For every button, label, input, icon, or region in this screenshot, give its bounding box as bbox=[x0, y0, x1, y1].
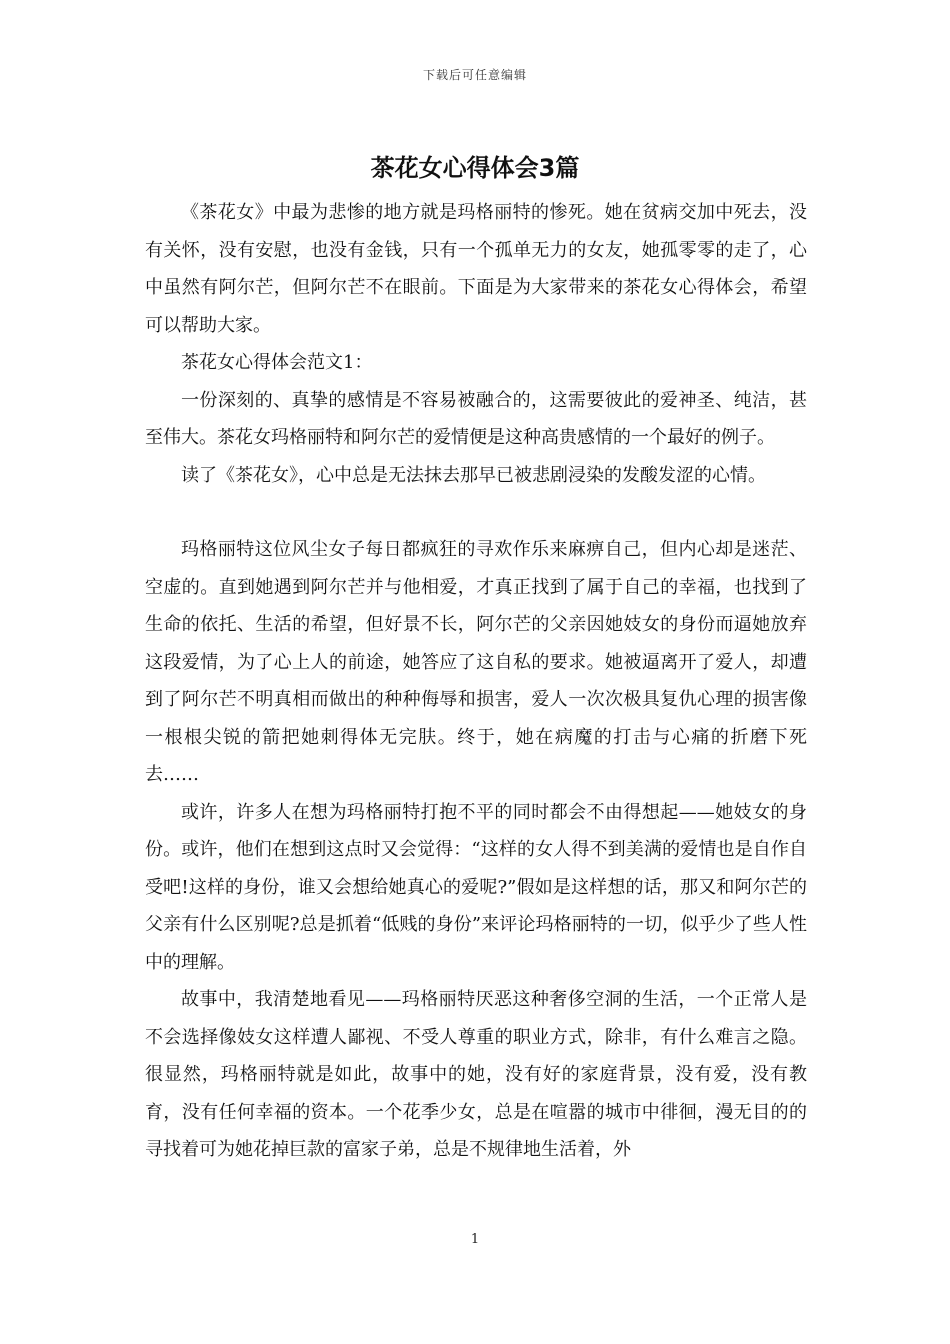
document-body bbox=[145, 194, 807, 1169]
paragraph-love-intro: 一份深刻的、真挚的感情是不容易被融合的，这需要彼此的爱神圣、纯洁，甚至伟大。茶花女玛格丽特和阿尔芒的爱情便是这种高贵感情的一个最好的例子。 bbox=[145, 389, 807, 448]
paragraph-intro: 《茶花女》中最为悲惨的地方就是玛格丽特的惨死。她在贫病交加中死去，没有关怀，没有安慰，也没有金钱，只有一个孤单无力的女友，她孤零零的走了，心中虽然有阿尔芒，但阿尔芒不在眼前。下面是为大家带来的茶花女心得体会，希望可以帮助大家。 bbox=[145, 202, 807, 336]
page-number: 1 bbox=[470, 1232, 480, 1247]
paragraph-story-observation: 故事中，我清楚地看见——玛格丽特厌恶这种奢侈空洞的生活，一个正常人是不会选择像妓女这样遭人鄙视、不受人尊重的职业方式，除非，有什么难言之隐。很显然，玛格丽特就是如此，故事中的她，没有好的家庭背景，没有爱，没有教育，没有任何幸福的资本。一个花季少女，总是在喧嚣的城市中徘徊，漫无目的的寻找着可为她花掉巨款的富家子弟，总是不规律地生活着，外 bbox=[145, 989, 807, 1160]
paragraph-marguerite-story: 玛格丽特这位风尘女子每日都疯狂的寻欢作乐来麻痹自己，但内心却是迷茫、空虚的。直到她遇到阿尔芒并与他相爱，才真正找到了属于自己的幸福，也找到了生命的依托、生活的希望，但好景不长，阿尔芒的父亲因她妓女的身份而逼她放弃这段爱情，为了心上人的前途，她答应了这自私的要求。她被逼离开了爱人，却遭到了阿尔芒不明真相而做出的种种侮辱和损害，爱人一次次极具复仇心理的损害像一根根尖锐的箭把她刺得体无完肤。终于，她在病魔的打击与心痛的折磨下死去…… bbox=[145, 539, 807, 785]
paragraph-identity: 或许，许多人在想为玛格丽特打抱不平的同时都会不由得想起——她妓女的身份。或许，他们在想到这点时又会觉得：“这样的女人得不到美满的爱情也是自作自受吧!这样的身份，谁又会想给她真心的爱呢?”假如是这样想的话，那又和阿尔芒的父亲有什么区别呢?总是抓着“低贱的身份”来评论玛格丽特的一切，似乎少了些人性中的理解。 bbox=[145, 801, 807, 973]
paragraph-sample-heading: 茶花女心得体会范文1： bbox=[181, 352, 373, 373]
document-title: 茶花女心得体会3篇 bbox=[370, 154, 580, 182]
paragraph-reading-feeling: 读了《茶花女》，心中总是无法抹去那早已被悲剧浸染的发酸发涩的心情。 bbox=[181, 464, 766, 486]
page-header-note: 下载后可任意编辑 bbox=[422, 68, 527, 82]
